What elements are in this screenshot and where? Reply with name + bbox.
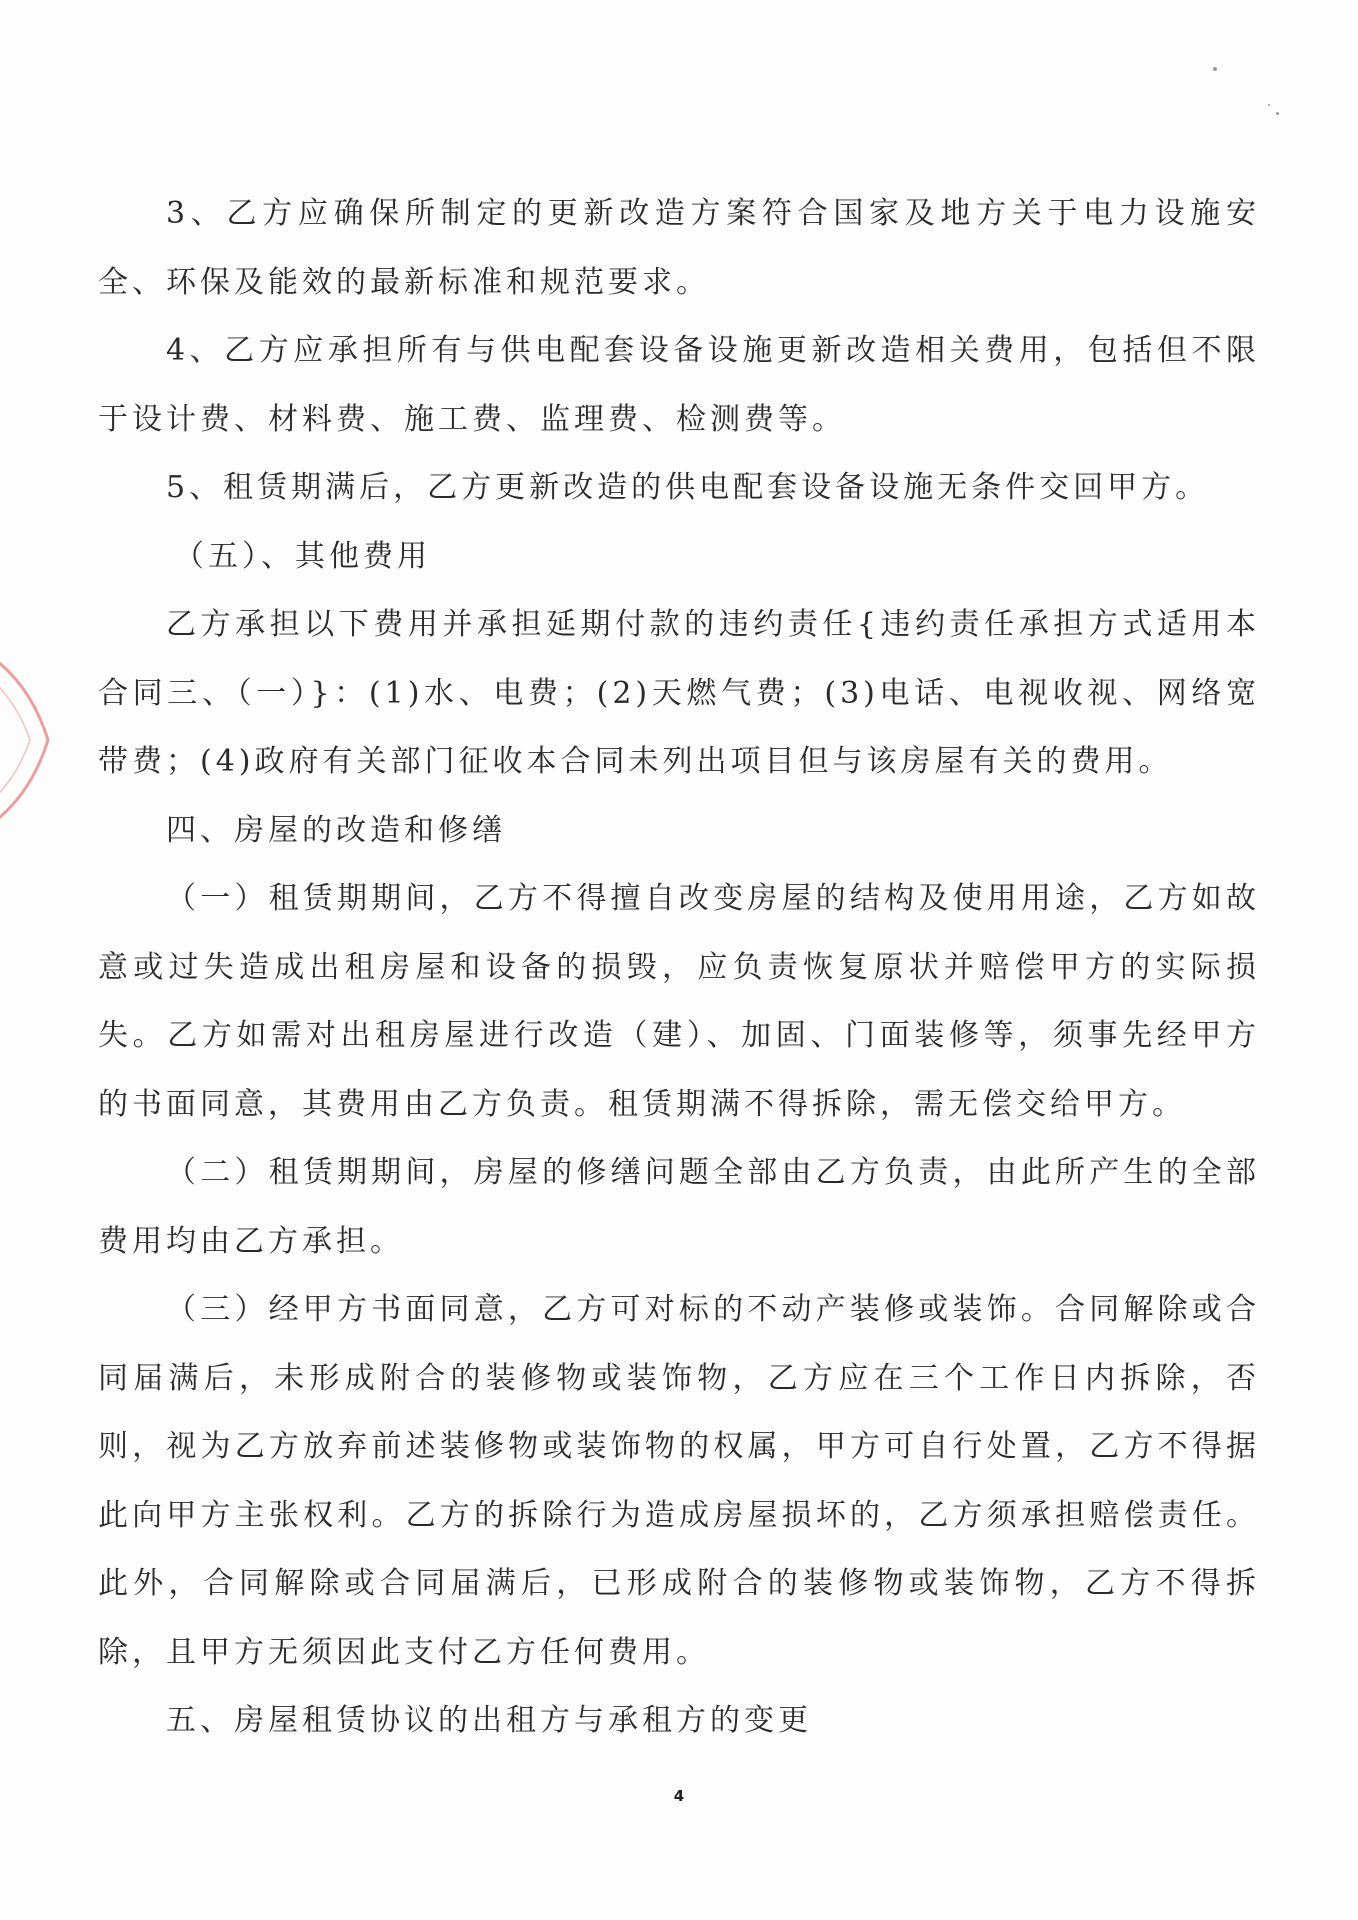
clause-3: 3、乙方应确保所制定的更新改造方案符合国家及地方关于电力设施安全、环保及能效的最新标准和规范要求。: [98, 196, 1260, 300]
article-4-heading: 四、房屋的改造和修缮: [166, 812, 506, 848]
section-heading-other-fees: （五）、其他费用: [174, 538, 431, 574]
article-5-heading: 五、房屋租赁协议的出租方与承租方的变更: [166, 1703, 812, 1738]
article-4-item-3: （三）经甲方书面同意，乙方可对标的不动产装修或装饰。合同解除或合同届满后，未形成附合的装修物或装饰物，乙方应在三个工作日内拆除，否则，视为乙方放弃前述装修物或装饰物的权属，甲方可自行处置，乙方不得据此向甲方主张权利。乙方的拆除行为造成房屋损坏的，乙方须承担赔偿责任。此外，合同解除或合同届满后，已形成附合的装修物或装饰物，乙方不得拆除，且甲方无须因此支付乙方任何费用。: [98, 1292, 1260, 1670]
document-body: [98, 180, 1260, 1756]
clause-5: 5、租赁期满后，乙方更新改造的供电配套设备设施无条件交回甲方。: [166, 470, 1210, 505]
scan-speck: [1268, 104, 1270, 106]
article-4-item-1: （一）租赁期期间，乙方不得擅自改变房屋的结构及使用用途，乙方如故意或过失造成出租房屋和设备的损毁，应负责恢复原状并赔偿甲方的实际损失。乙方如需对出租房屋进行改造（建）、加固、门面装修等，须事先经甲方的书面同意，其费用由乙方负责。租赁期满不得拆除，需无偿交给甲方。: [98, 881, 1260, 1122]
scan-speck: [1276, 112, 1279, 115]
page-number: 4: [673, 1787, 685, 1805]
clause-4: 4、乙方应承担所有与供电配套设备设施更新改造相关费用，包括但不限于设计费、材料费、施工费、监理费、检测费等。: [98, 333, 1260, 437]
other-fees-paragraph: 乙方承担以下费用并承担延期付款的违约责任{违约责任承担方式适用本合同三、（一）}：(1)水、电费；(2)天燃气费；(3)电话、电视收视、网络宽带费；(4)政府有关部门征收本合同未列出项目但与该房屋有关的费用。: [98, 607, 1260, 779]
scan-speck: [1213, 67, 1217, 71]
red-seal-stamp-icon: [0, 590, 80, 890]
article-4-item-2: （二）租赁期期间，房屋的修缮问题全部由乙方负责，由此所产生的全部费用均由乙方承担。: [98, 1155, 1260, 1259]
